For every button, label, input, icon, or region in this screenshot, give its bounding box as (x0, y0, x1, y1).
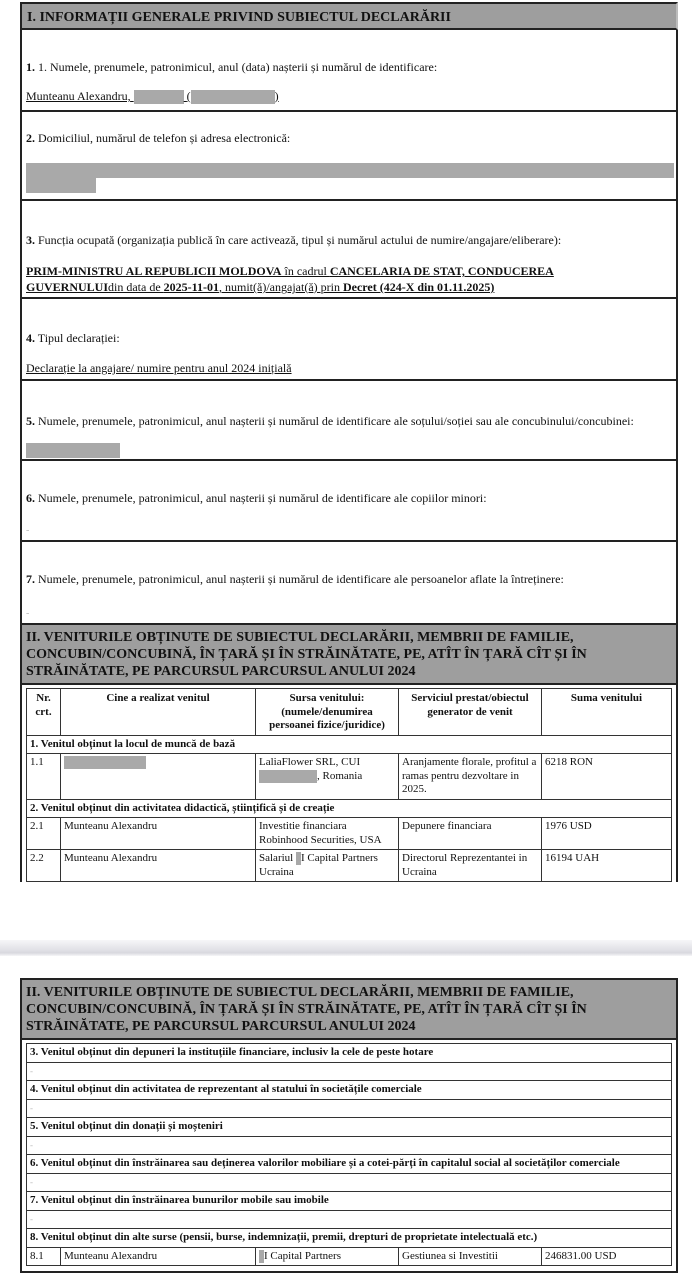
question-1-answer (26, 89, 279, 104)
appointment-date: 2025-11-01 (163, 280, 220, 294)
question-3-box (20, 201, 678, 299)
category-1: 1. Venitul obținut la locul de muncă de bază (27, 735, 672, 754)
redacted-id-number (191, 90, 275, 104)
row-who: Munteanu Alexandru (61, 850, 256, 882)
row-amount: 246831.00 USD (542, 1247, 672, 1266)
col-service: Serviciul prestat/obiectul generator de venit (399, 689, 542, 736)
category-4: 4. Venitul obținut din activitatea de reprezentant al statului în societățile comerciale (27, 1081, 672, 1100)
row-nr: 2.1 (27, 818, 61, 850)
row-service: Directorul Reprezentantei in Ucraina (399, 850, 542, 882)
section-2-header: II. VENITURILE OBȚINUTE DE SUBIECTUL DECLARĂRII, MEMBRII DE FAMILIE, CONCUBIN/CONCUBINĂ, ÎN ȚARĂ ȘI ÎN STRĂINĂTATE, PE, ATÎT ÎN ȚARĂ CÎT ȘI ÎN STRĂINĂTATE, PE PARCURSUL PARCURSUL ANULUI 2024 (20, 625, 678, 685)
redacted-cui (259, 770, 317, 783)
col-amount: Suma venitului (542, 689, 672, 736)
redacted-spouse-info (26, 443, 120, 458)
question-5-label: 5. Numele, prenumele, patronimicul, anul nașterii și numărul de identificare ale soțului/soției sau ale concubinului/concubinei: (26, 414, 634, 428)
category-5: 5. Venitul obținut din donații și moșteniri (27, 1118, 672, 1137)
table-row (27, 1247, 672, 1266)
category-3-empty: - (27, 1062, 672, 1081)
income-table-continued (26, 1043, 672, 1266)
question-7-box (20, 542, 678, 625)
question-3-answer: PRIM-MINISTRU AL REPUBLICII MOLDOVA în cadrul CANCELARIA DE STAT, CONDUCEREA GUVERNULUIdin data de 2025-11-01, numit(ă)/angajat(ă) prin Decret (424-X din 01.11.2025) (26, 264, 554, 294)
col-source: Sursa venitului: (numele/denumirea persoanei fizice/juridice) (256, 689, 399, 736)
paren-close: ) (274, 89, 279, 103)
row-service: Depunere financiara (399, 818, 542, 850)
paren-open: ( (186, 89, 191, 103)
declaration-page-1 (20, 2, 678, 882)
section-2-header-continued: II. VENITURILE OBȚINUTE DE SUBIECTUL DECLARĂRII, MEMBRII DE FAMILIE, CONCUBIN/CONCUBINĂ, ÎN ȚARĂ ȘI ÎN STRĂINĂTATE, PE, ATÎT ÎN ȚARĂ CÎT ȘI ÎN STRĂINĂTATE, PE PARCURSUL PARCURSUL ANULUI 2024 (20, 978, 678, 1040)
question-3-label: 3. Funcția ocupată (organizația publică în care activează, tipul și numărul actului de numire/angajare/eliberare): (26, 233, 562, 247)
minor-children-empty: - (26, 525, 30, 536)
row-who: Munteanu Alexandru (61, 1247, 256, 1266)
row-source: Investitie financiara Robinhood Securities, USA (256, 818, 399, 850)
category-6-empty: - (27, 1173, 672, 1192)
table-row (27, 818, 672, 850)
income-table-continued-wrapper (20, 1040, 678, 1273)
redacted-birthdate (134, 90, 184, 104)
income-table (26, 688, 672, 882)
row-amount: 1976 USD (542, 818, 672, 850)
question-4-box (20, 299, 678, 381)
organization-name: CANCELARIA DE STAT, CONDUCEREA GUVERNULUI (26, 264, 554, 294)
category-2: 2. Venitul obținut din activitatea didactică, științifică și de creație (27, 799, 672, 818)
income-table-wrapper (20, 685, 678, 882)
declaration-page-2 (20, 978, 678, 1273)
row-nr: 1.1 (27, 754, 61, 800)
page-break (0, 940, 692, 956)
question-2-label: 2. Domiciliul, numărul de telefon și adresa electronică: (26, 131, 291, 145)
table-row (27, 850, 672, 882)
position-title: PRIM-MINISTRU AL REPUBLICII MOLDOVA (26, 264, 282, 278)
row-who (61, 754, 256, 800)
category-7: 7. Venitul obținut din înstrăinarea bunurilor mobile sau imobile (27, 1192, 672, 1211)
redacted-person (64, 756, 146, 769)
row-nr: 2.2 (27, 850, 61, 882)
row-service: Gestiunea si Investitii (399, 1247, 542, 1266)
category-3: 3. Venitul obținut din depuneri la instituțiile financiare, inclusiv la cele de peste hotare (27, 1044, 672, 1063)
question-2-box (20, 112, 678, 201)
section-1-header: I. INFORMAȚII GENERALE PRIVIND SUBIECTUL DECLARĂRII (20, 2, 678, 30)
question-7-label: 7. Numele, prenumele, patronimicul, anul nașterii și numărul de identificare ale persoanelor aflate la întreținere: (26, 572, 564, 586)
col-nr: Nr. crt. (27, 689, 61, 736)
row-amount: 16194 UAH (542, 850, 672, 882)
question-6-box (20, 461, 678, 542)
income-table-header (27, 689, 672, 736)
question-4-label: 4. Tipul declarației: (26, 331, 120, 345)
question-1-label: 1. 1. Numele, prenumele, patronimicul, anul (data) nașterii și numărul de identificare: (26, 60, 438, 74)
question-1-box (20, 30, 678, 112)
row-nr: 8.1 (27, 1247, 61, 1266)
dependents-empty: - (26, 608, 30, 619)
row-source: I Capital Partners (256, 1247, 399, 1266)
category-5-empty: - (27, 1136, 672, 1155)
category-6: 6. Venitul obținut din înstrăinarea sau deținerea valorilor mobiliare și a cotei-părți în capitalul social al societăților comerciale (27, 1155, 672, 1174)
col-who: Cine a realizat venitul (61, 689, 256, 736)
subject-name: Munteanu Alexandru, (26, 89, 131, 103)
category-7-empty: - (27, 1210, 672, 1229)
redacted-address-line-2 (26, 178, 96, 193)
question-6-label: 6. Numele, prenumele, patronimicul, anul nașterii și numărul de identificare ale copiilor minori: (26, 491, 487, 505)
category-8: 8. Venitul obținut din alte surse (pensii, burse, indemnizații, premii, drepturi de proprietate intelectuală etc.) (27, 1229, 672, 1248)
redacted-address-line-1 (26, 163, 674, 178)
question-5-box (20, 381, 678, 461)
row-source: Salariul I Capital Partners Ucraina (256, 850, 399, 882)
table-row (27, 754, 672, 800)
appointment-act: Decret (424-X din 01.11.2025) (342, 280, 495, 294)
row-service: Aranjamente florale, profitul a ramas pentru dezvoltare in 2025. (399, 754, 542, 800)
declaration-type: Declarație la angajare/ numire pentru anul 2024 inițială (26, 361, 292, 375)
category-4-empty: - (27, 1099, 672, 1118)
row-source: LaliaFlower SRL, CUI , Romania (256, 754, 399, 800)
row-who: Munteanu Alexandru (61, 818, 256, 850)
row-amount: 6218 RON (542, 754, 672, 800)
